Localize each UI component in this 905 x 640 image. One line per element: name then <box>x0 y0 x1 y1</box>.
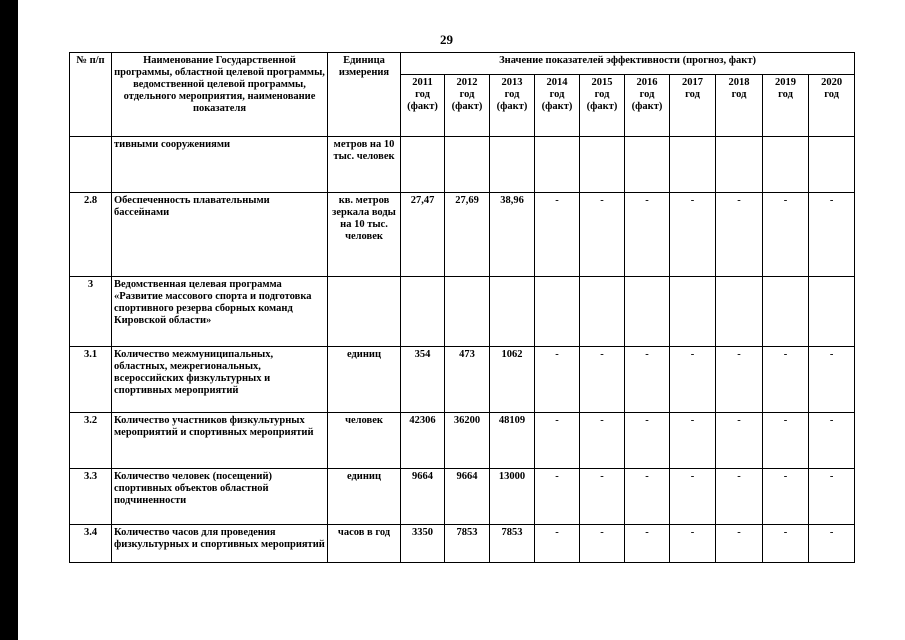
row-value: 1062 <box>490 347 535 413</box>
year-status: (факт) <box>496 101 528 112</box>
row-value <box>670 137 716 193</box>
year-label: 2014 <box>546 77 568 88</box>
row-value: - <box>625 469 670 525</box>
row-num: 3 <box>70 277 112 347</box>
header-year-2019 <box>763 75 809 137</box>
row-value: 42306 <box>401 413 445 469</box>
row-value: - <box>716 525 763 563</box>
row-value <box>401 277 445 347</box>
row-value: - <box>763 347 809 413</box>
year-status: (факт) <box>407 101 438 112</box>
row-value: - <box>535 413 580 469</box>
row-unit <box>328 277 401 347</box>
header-num: № п/п <box>70 53 112 137</box>
year-unit: год <box>685 89 700 100</box>
row-value <box>670 277 716 347</box>
row-name: Количество человек (посещений) спортивных объектов областной подчиненности <box>112 469 328 525</box>
year-label: 2013 <box>501 77 523 88</box>
indicators-table <box>69 52 855 563</box>
row-unit: единиц <box>328 347 401 413</box>
row-value: - <box>763 525 809 563</box>
row-value: - <box>625 525 670 563</box>
year-label: 2017 <box>682 77 703 88</box>
row-value: - <box>535 347 580 413</box>
table-row <box>70 347 855 413</box>
row-value <box>809 277 855 347</box>
row-value: - <box>670 347 716 413</box>
header-year-2017 <box>670 75 716 137</box>
row-name: Ведомственная целевая программа «Развитие массового спорта и подготовка спортивного резерва сборных команд Кировской области» <box>112 277 328 347</box>
year-label: 2016 <box>636 77 658 88</box>
year-unit: год <box>459 89 475 100</box>
row-value: - <box>670 193 716 277</box>
row-value: - <box>625 193 670 277</box>
row-value: - <box>580 347 625 413</box>
header-year-2016 <box>625 75 670 137</box>
row-value: - <box>809 347 855 413</box>
row-value: 473 <box>445 347 490 413</box>
table-row <box>70 193 855 277</box>
row-value: - <box>580 469 625 525</box>
row-unit: человек <box>328 413 401 469</box>
row-name: Обеспеченность плавательными бассейнами <box>112 193 328 277</box>
header-year-2011 <box>401 75 445 137</box>
row-value <box>401 137 445 193</box>
row-value: 7853 <box>490 525 535 563</box>
row-value: - <box>809 469 855 525</box>
row-value <box>763 137 809 193</box>
row-value: - <box>535 193 580 277</box>
row-value: 3350 <box>401 525 445 563</box>
row-value: - <box>716 193 763 277</box>
row-value <box>580 277 625 347</box>
row-value <box>716 137 763 193</box>
row-value: - <box>809 413 855 469</box>
header-year-2020 <box>809 75 855 137</box>
row-value <box>625 277 670 347</box>
header-unit: Единица измерения <box>328 53 401 137</box>
row-value <box>535 277 580 347</box>
row-name: Количество межмуниципальных, областных, межрегиональных, всероссийских физкультурных и спортивных мероприятий <box>112 347 328 413</box>
row-value: - <box>716 347 763 413</box>
row-value: 9664 <box>401 469 445 525</box>
row-value: - <box>763 413 809 469</box>
year-label: 2015 <box>591 77 613 88</box>
header-year-2012 <box>445 75 490 137</box>
year-status: (факт) <box>451 101 483 112</box>
year-unit: год <box>824 89 839 100</box>
row-unit: кв. метров зеркала воды на 10 тыс. человек <box>328 193 401 277</box>
row-value: - <box>763 469 809 525</box>
year-unit: год <box>415 89 430 100</box>
row-value: - <box>625 413 670 469</box>
row-name: Количество часов для проведения физкультурных и спортивных мероприятий <box>112 525 328 563</box>
row-value: 7853 <box>445 525 490 563</box>
scan-edge-bar <box>0 0 18 640</box>
row-num: 3.1 <box>70 347 112 413</box>
row-value: - <box>580 193 625 277</box>
table-row <box>70 277 855 347</box>
row-value <box>535 137 580 193</box>
row-value <box>445 277 490 347</box>
row-value: - <box>670 525 716 563</box>
row-value: - <box>670 413 716 469</box>
row-value <box>445 137 490 193</box>
row-num: 3.2 <box>70 413 112 469</box>
row-value: 354 <box>401 347 445 413</box>
row-unit: единиц <box>328 469 401 525</box>
row-value <box>490 137 535 193</box>
row-value: 27,69 <box>445 193 490 277</box>
row-value <box>580 137 625 193</box>
year-label: 2019 <box>775 77 796 88</box>
row-unit: часов в год <box>328 525 401 563</box>
row-value: - <box>535 525 580 563</box>
page-number: 29 <box>440 32 453 47</box>
row-value <box>809 137 855 193</box>
row-value: - <box>625 347 670 413</box>
header-name: Наименование Государственной программы, областной целевой программы, ведомственной целевой программы, отдельного мероприятия, наименование показателя <box>112 53 328 137</box>
row-value: 38,96 <box>490 193 535 277</box>
row-value: - <box>809 193 855 277</box>
row-name: тивными сооружениями <box>112 137 328 193</box>
row-value: - <box>809 525 855 563</box>
header-year-2014 <box>535 75 580 137</box>
row-value: 27,47 <box>401 193 445 277</box>
table-row <box>70 137 855 193</box>
header-year-2015 <box>580 75 625 137</box>
row-unit: метров на 10 тыс. человек <box>328 137 401 193</box>
row-value: - <box>670 469 716 525</box>
table-row <box>70 469 855 525</box>
row-value: - <box>580 525 625 563</box>
row-num <box>70 137 112 193</box>
header-year-2018 <box>716 75 763 137</box>
row-value: 48109 <box>490 413 535 469</box>
year-unit: год <box>594 89 610 100</box>
row-num: 2.8 <box>70 193 112 277</box>
row-value <box>490 277 535 347</box>
table-row <box>70 525 855 563</box>
row-num: 3.4 <box>70 525 112 563</box>
year-label: 2018 <box>728 77 750 88</box>
year-unit: год <box>549 89 565 100</box>
header-values: Значение показателей эффективности (прогноз, факт) <box>401 53 855 75</box>
row-value: 9664 <box>445 469 490 525</box>
year-status: (факт) <box>541 101 573 112</box>
row-value: - <box>580 413 625 469</box>
header-year-2013 <box>490 75 535 137</box>
row-value: - <box>716 413 763 469</box>
row-num: 3.3 <box>70 469 112 525</box>
year-label: 2012 <box>456 77 478 88</box>
row-value: 36200 <box>445 413 490 469</box>
year-unit: год <box>731 89 747 100</box>
row-value <box>625 137 670 193</box>
year-unit: год <box>639 89 655 100</box>
row-value <box>763 277 809 347</box>
year-status: (факт) <box>586 101 618 112</box>
row-name: Количество участников физкультурных мероприятий и спортивных мероприятий <box>112 413 328 469</box>
row-value: - <box>535 469 580 525</box>
year-unit: год <box>778 89 793 100</box>
row-value: - <box>716 469 763 525</box>
year-status: (факт) <box>631 101 663 112</box>
row-value: 13000 <box>490 469 535 525</box>
year-label: 2011 <box>412 77 433 88</box>
year-unit: год <box>504 89 520 100</box>
year-label: 2020 <box>821 77 843 88</box>
table-row <box>70 413 855 469</box>
row-value: - <box>763 193 809 277</box>
row-value <box>716 277 763 347</box>
